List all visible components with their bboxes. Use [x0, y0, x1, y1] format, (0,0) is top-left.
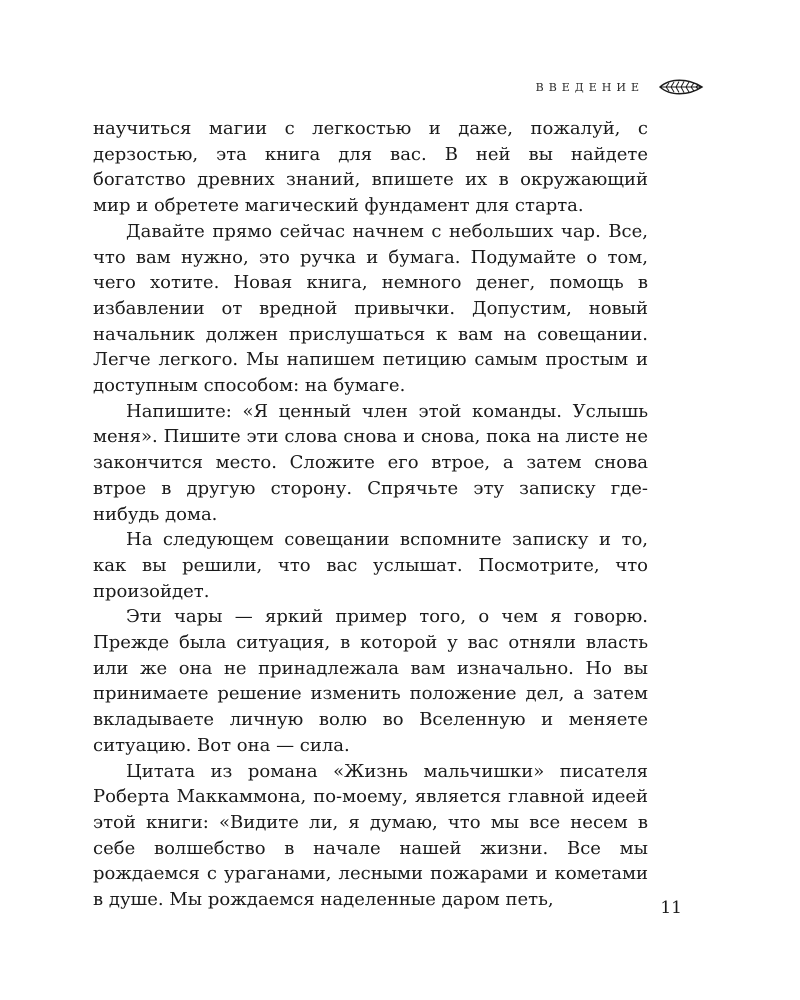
paragraph: Цитата из романа «Жизнь мальчишки» писателя Роберта Маккаммона, по-моему, является главной идеей этой книги: «Видите ли, я думаю, что мы все несем в себе волшебство в начале нашей жизни. Все мы рождаемся с ураганами, лесными пожарами и кометами в душе. Мы рождаемся наделенные даром петь,: [93, 760, 648, 911]
body-text: [93, 116, 648, 913]
paragraph: научиться магии с легкостью и даже, пожалуй, с дерзостью, эта книга для вас. В ней вы найдете богатство древних знаний, впишете их в окружающий мир и обретете магический фундамент для старта.: [93, 118, 648, 217]
running-title: ВВЕДЕНИЕ: [535, 80, 644, 94]
leaf-icon: [658, 77, 704, 97]
paragraph: На следующем совещании вспомните записку и то, как вы решили, что вас услышат. Посмотрите, что произойдет.: [93, 529, 648, 602]
paragraph: Напишите: «Я ценный член этой команды. Услышь меня». Пишите эти слова снова и снова, пока на листе не закончится место. Сложите его втрое, а затем снова втрое в другую сторону. Спрячьте эту записку где-нибудь дома.: [93, 400, 648, 525]
running-header: [536, 76, 704, 98]
page-number: 11: [660, 898, 682, 918]
paragraph: Давайте прямо сейчас начнем с небольших чар. Все, что вам нужно, это ручка и бумага. Подумайте о том, чего хотите. Новая книга, немного денег, помощь в избавлении от вредной привычки. Допустим, новый начальник должен прислушаться к вам на совещании. Легче легкого. Мы напишем петицию самым простым и доступным способом: на бумаге.: [93, 220, 648, 397]
paragraph: Эти чары — яркий пример того, о чем я говорю. Прежде была ситуация, в которой у вас отняли власть или же она не принадлежала вам изначально. Но вы принимаете решение изменить положение дел, а затем вкладываете личную волю во Вселенную и меняете ситуацию. Вот она — сила.: [93, 606, 648, 756]
